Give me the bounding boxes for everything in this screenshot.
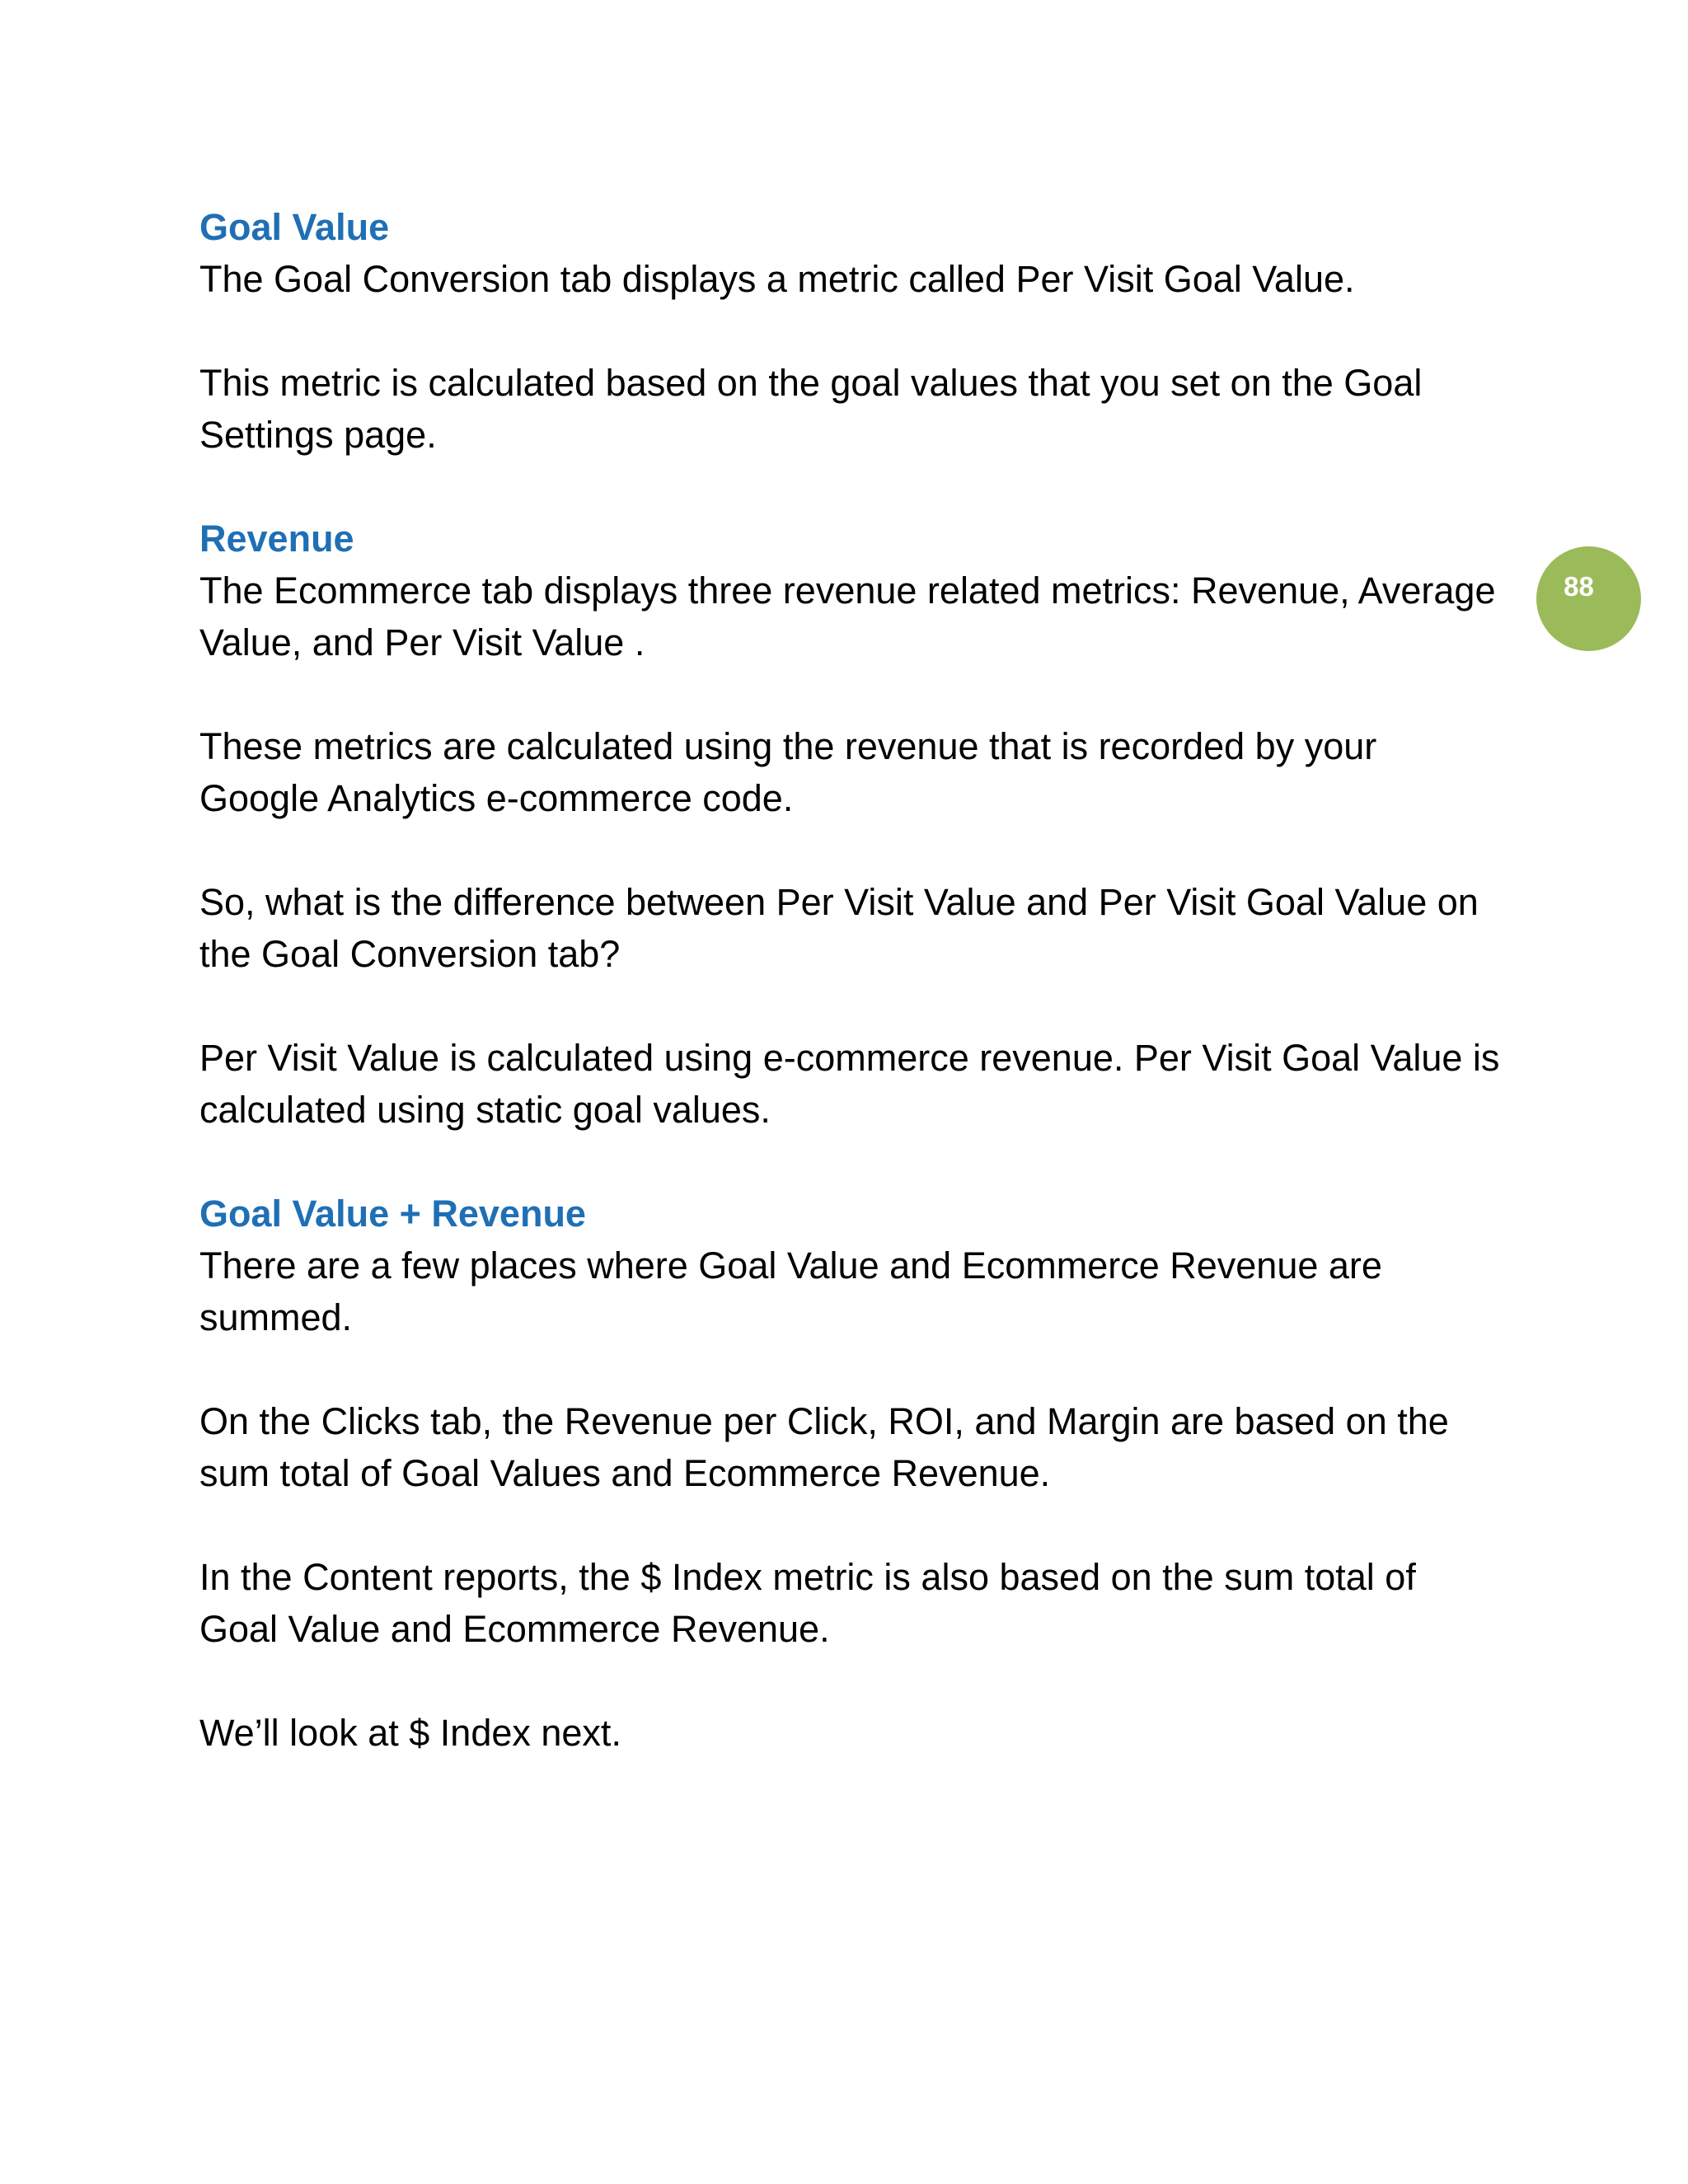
paragraph: There are a few places where Goal Value and Ecommerce Revenue are summed.: [199, 1244, 1382, 1338]
section-heading-revenue: Revenue: [199, 518, 354, 560]
paragraph: In the Content reports, the $ Index metric is also based on the sum total of Goal Value and Ecommerce Revenue.: [199, 1556, 1416, 1650]
page-number: 88: [1564, 571, 1594, 602]
paragraph: These metrics are calculated using the revenue that is recorded by your Google Analytics e-commerce code.: [199, 725, 1377, 819]
page-content: [199, 201, 1502, 1759]
paragraph: This metric is calculated based on the goal values that you set on the Goal Settings page.: [199, 362, 1423, 456]
paragraph: The Goal Conversion tab displays a metric called Per Visit Goal Value.: [199, 258, 1355, 300]
paragraph: So, what is the difference between Per Visit Value and Per Visit Goal Value on the Goal Conversion tab?: [199, 881, 1479, 975]
page-number-badge: [1536, 546, 1641, 651]
paragraph: Per Visit Value is calculated using e-commerce revenue. Per Visit Goal Value is calculated using static goal values.: [199, 1037, 1500, 1131]
section-heading-goal-value: Goal Value: [199, 206, 390, 248]
paragraph: We’ll look at $ Index next.: [199, 1712, 621, 1754]
paragraph: The Ecommerce tab displays three revenue related metrics: Revenue, Average Value, and Per Visit Value .: [199, 569, 1496, 663]
section-heading-goal-value-revenue: Goal Value + Revenue: [199, 1193, 586, 1235]
paragraph: On the Clicks tab, the Revenue per Click, ROI, and Margin are based on the sum total of Goal Values and Ecommerce Revenue.: [199, 1400, 1449, 1494]
